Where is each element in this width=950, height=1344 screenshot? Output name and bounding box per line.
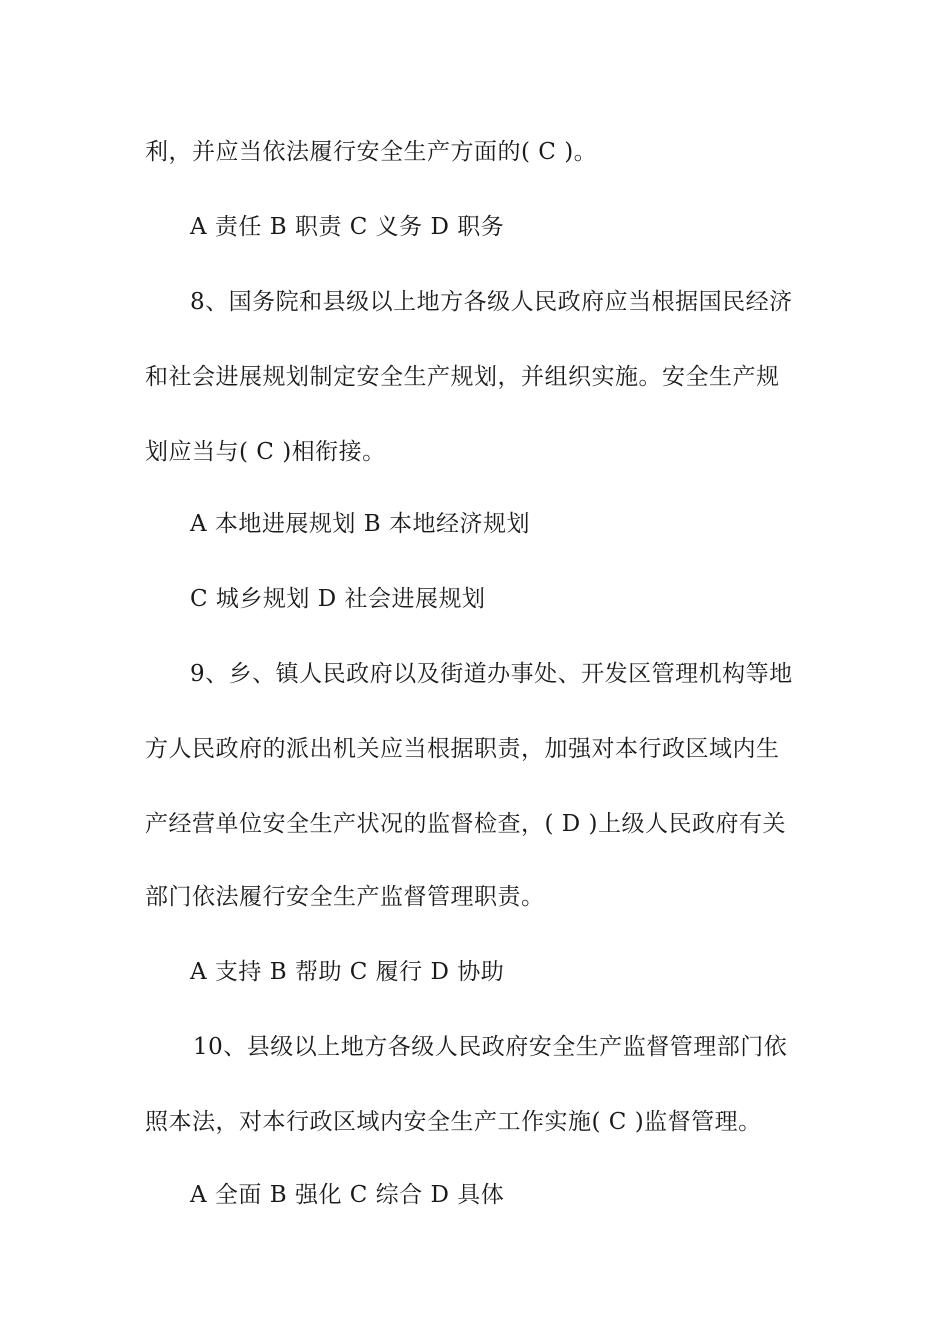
question-10-stem-line-2: 照本法，对本行政区域内安全生产工作实施( C )监督管理。 xyxy=(145,1109,762,1135)
question-7-options: A 责任 B 职责 C 义务 D 职务 xyxy=(190,214,505,240)
question-9-options: A 支持 B 帮助 C 履行 D 协助 xyxy=(190,959,505,985)
question-9-stem-line-1: 9、乡、镇人民政府以及街道办事处、开发区管理机构等地 xyxy=(190,661,793,687)
question-9-stem-line-3: 产经营单位安全生产状况的监督检查，( D )上级人民政府有关 xyxy=(145,811,787,837)
question-10-stem-line-1: 10、县级以上地方各级人民政府安全生产监督管理部门依 xyxy=(193,1034,788,1060)
question-8-options-cd: C 城乡规划 D 社会进展规划 xyxy=(190,586,486,612)
question-8-stem-line-1: 8、国务院和县级以上地方各级人民政府应当根据国民经济 xyxy=(190,289,793,315)
question-9-stem-line-4: 部门依法履行安全生产监督管理职责。 xyxy=(145,884,545,910)
question-9-stem-line-2: 方人民政府的派出机关应当根据职责，加强对本行政区域内生 xyxy=(145,736,780,762)
question-10-options: A 全面 B 强化 C 综合 D 具体 xyxy=(190,1182,505,1208)
question-8-stem-line-3: 划应当与( C )相衔接。 xyxy=(145,439,386,465)
question-8-options-ab: A 本地进展规划 B 本地经济规划 xyxy=(190,511,530,537)
question-8-stem-line-2: 和社会进展规划制定安全生产规划，并组织实施。安全生产规 xyxy=(145,364,780,390)
question-7-stem-end: 利，并应当依法履行安全生产方面的( C )。 xyxy=(145,139,598,165)
